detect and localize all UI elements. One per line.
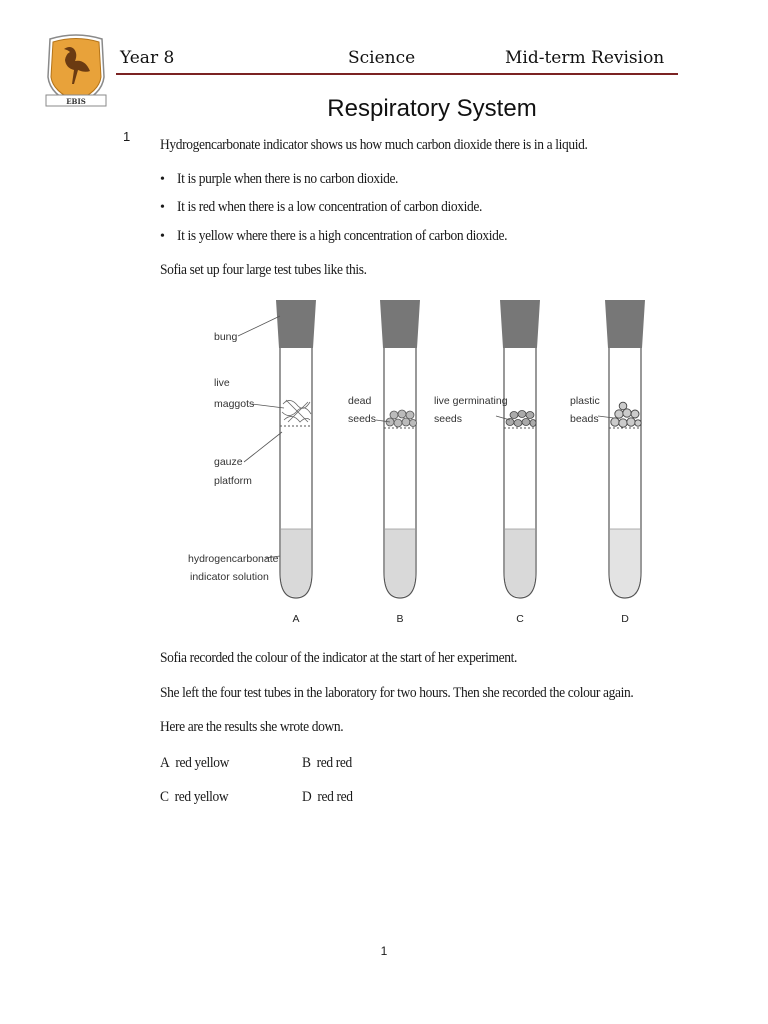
bullet-item: It is red when there is a low concentration of carbon dioxide. — [177, 199, 482, 215]
bullet-item: It is purple when there is no carbon dioxide. — [177, 171, 399, 187]
bullet-icon: • — [160, 172, 165, 187]
label-germinating-seeds: live germinating — [434, 395, 508, 407]
result-end: yellow — [194, 755, 229, 771]
result-tube: C — [160, 789, 169, 805]
label-bung: bung — [214, 331, 238, 343]
tube-label-a: A — [292, 613, 300, 625]
header-rule — [116, 73, 678, 75]
label-indicator: indicator solution — [190, 571, 269, 583]
header-term: Mid-term Revision — [505, 48, 665, 68]
label-live-maggots: maggots — [214, 398, 255, 410]
after-text: Sofia recorded the colour of the indicator at the start of her experiment. — [160, 650, 518, 666]
test-tube-d — [605, 300, 645, 598]
test-tube-c — [500, 300, 540, 598]
tube-label-d: D — [621, 613, 629, 625]
result-start: red — [175, 755, 192, 771]
label-gauze-platform: platform — [214, 475, 252, 487]
label-plastic-beads: beads — [570, 413, 599, 425]
result-end: yellow — [193, 789, 229, 805]
label-dead-seeds: seeds — [348, 413, 377, 425]
test-tube-b — [380, 300, 420, 598]
bullet-item: It is yellow where there is a high concentration of carbon dioxide. — [177, 228, 508, 244]
bullet-icon: • — [160, 229, 165, 244]
result-tube: A — [160, 755, 170, 771]
result-start: red — [174, 789, 191, 805]
header-subject: Science — [348, 48, 416, 68]
tube-label-b: B — [396, 613, 404, 625]
result-end: red — [335, 755, 352, 771]
test-tube-a — [276, 300, 316, 598]
label-gauze-platform: gauze — [214, 456, 243, 468]
test-tubes-diagram — [180, 292, 660, 632]
result-end: red — [336, 789, 353, 805]
result-tube: B — [302, 755, 311, 771]
label-germinating-seeds: seeds — [434, 413, 463, 425]
label-live-maggots: live — [214, 377, 230, 389]
result-a — [160, 755, 229, 772]
page-number: 1 — [380, 944, 388, 958]
after-text: Here are the results she wrote down. — [160, 719, 344, 735]
result-c — [160, 789, 228, 806]
label-dead-seeds: dead — [348, 395, 372, 407]
header-year: Year 8 — [120, 48, 175, 68]
result-d — [302, 789, 353, 806]
result-start: red — [316, 755, 333, 771]
result-start: red — [317, 789, 334, 805]
question-number: 1 — [123, 129, 131, 144]
setup-text: Sofia set up four large test tubes like this. — [160, 262, 367, 278]
result-tube: D — [302, 789, 312, 805]
label-indicator: hydrogencarbonate — [188, 553, 279, 565]
after-text: She left the four test tubes in the laboratory for two hours. Then she recorded the colour again. — [160, 685, 634, 701]
page-title: Respiratory System — [327, 95, 537, 122]
logo-text: EBIS — [66, 97, 86, 106]
label-plastic-beads: plastic — [570, 395, 600, 407]
question-intro: Hydrogencarbonate indicator shows us how much carbon dioxide there is in a liquid. — [160, 137, 588, 153]
tube-label-c: C — [516, 613, 524, 625]
bullet-icon: • — [160, 200, 165, 215]
result-b — [302, 755, 352, 772]
